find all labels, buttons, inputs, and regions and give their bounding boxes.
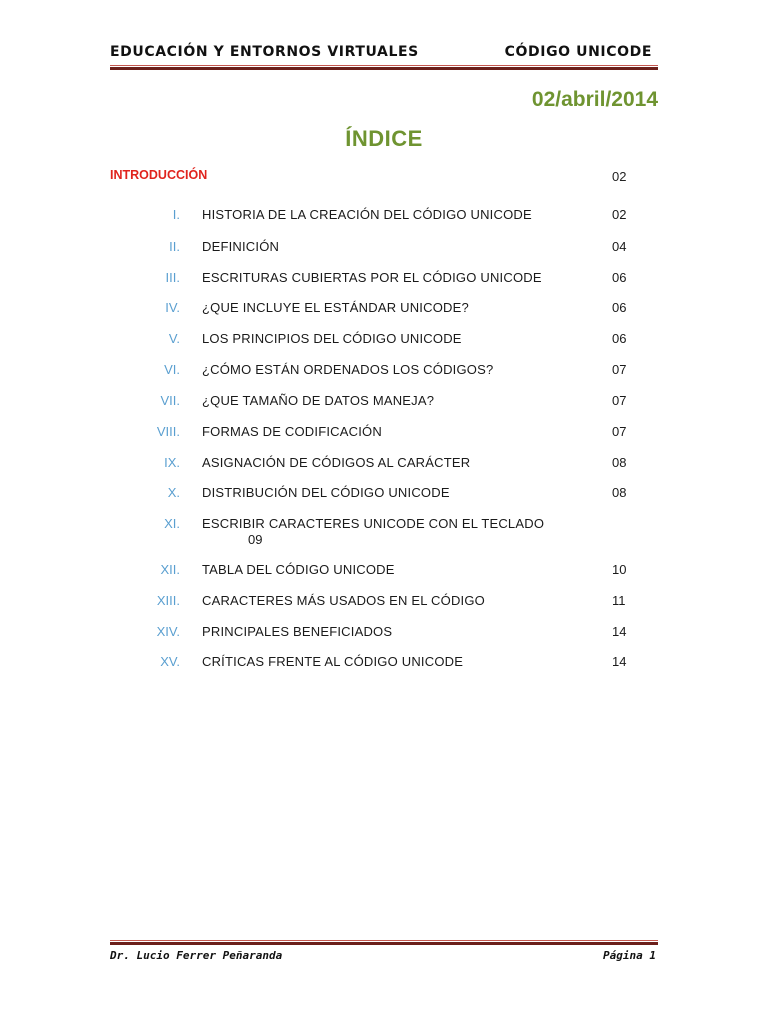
footer-rule [110, 940, 658, 945]
toc-row [0, 331, 768, 351]
toc-row [0, 593, 768, 613]
toc-entry-title: PRINCIPALES BENEFICIADOS [202, 624, 393, 639]
toc-entry-page: 04 [612, 239, 627, 254]
toc-entry-page: 07 [612, 393, 627, 408]
toc-entry-page: 07 [612, 424, 627, 439]
header-right-text: CÓDIGO UNICODE [504, 44, 652, 60]
footer-page-number: Página 1 [603, 949, 656, 962]
toc-entry-page: 06 [612, 331, 627, 346]
toc-numeral: II. [169, 239, 180, 254]
toc-entry-title: CARACTERES MÁS USADOS EN EL CÓDIGO [202, 593, 485, 608]
toc-numeral: XV. [160, 654, 180, 669]
toc-entry-title: DEFINICIÓN [202, 239, 280, 254]
toc-numeral: IX. [164, 455, 180, 470]
toc-entry-title: LOS PRINCIPIOS DEL CÓDIGO UNICODE [202, 331, 462, 346]
toc-entry-title: ASIGNACIÓN DE CÓDIGOS AL CARÁCTER [202, 455, 471, 470]
toc-entry-title: TABLA DEL CÓDIGO UNICODE [202, 562, 395, 577]
toc-intro-label: INTRODUCCIÓN [110, 168, 208, 182]
toc-entry-title: FORMAS DE CODIFICACIÓN [202, 424, 382, 439]
toc-entry-page: 10 [612, 562, 627, 577]
toc-entry-title: ESCRIBIR CARACTERES UNICODE CON EL TECLADO [202, 516, 545, 531]
toc-row [0, 239, 768, 259]
toc-row [0, 393, 768, 413]
toc-row [0, 270, 768, 290]
toc-entry-page: 11 [612, 593, 626, 608]
toc-entry-title: CRÍTICAS FRENTE AL CÓDIGO UNICODE [202, 654, 464, 669]
toc-entry-page: 14 [612, 654, 627, 669]
toc-entry-page: 14 [612, 624, 627, 639]
toc-numeral: XII. [160, 562, 180, 577]
toc-entry-title: DISTRIBUCIÓN DEL CÓDIGO UNICODE [202, 485, 450, 500]
page-footer [110, 949, 658, 967]
toc-numeral: XIV. [156, 624, 180, 639]
toc-row [0, 362, 768, 382]
toc-numeral: I. [172, 207, 180, 222]
toc-entry-page: 08 [612, 485, 627, 500]
toc-entry-title: ESCRITURAS CUBIERTAS POR EL CÓDIGO UNICODE [202, 270, 542, 285]
toc-row [0, 562, 768, 582]
toc-numeral: IV. [165, 300, 180, 315]
toc-numeral: III. [165, 270, 180, 285]
footer-author: Dr. Lucio Ferrer Peñaranda [110, 949, 283, 962]
toc-entry-title: ¿QUE INCLUYE EL ESTÁNDAR UNICODE? [202, 300, 469, 315]
toc-entry-title: ¿QUE TAMAÑO DE DATOS MANEJA? [202, 393, 435, 408]
toc-entry-page: 09 [248, 532, 263, 547]
toc-numeral: VI. [164, 362, 180, 377]
header-left-text: EDUCACIÓN Y ENTORNOS VIRTUALES [110, 44, 419, 60]
page-title: ÍNDICE [345, 126, 423, 151]
toc-entry-title: HISTORIA DE LA CREACIÓN DEL CÓDIGO UNICODE [202, 207, 532, 222]
toc-entry-page: 06 [612, 300, 627, 315]
toc-numeral: XI. [164, 516, 180, 531]
toc-row [0, 300, 768, 320]
document-date: 02/abril/2014 [531, 88, 658, 111]
toc-numeral: X. [167, 485, 180, 500]
toc-row [0, 207, 768, 227]
toc-entry-page: 06 [612, 270, 627, 285]
toc-entry-page: 02 [612, 207, 627, 222]
toc-numeral: VIII. [156, 424, 180, 439]
toc-numeral: XIII. [156, 593, 180, 608]
toc-intro-page: 02 [612, 169, 627, 184]
toc-row [0, 424, 768, 444]
toc-numeral: VII. [160, 393, 180, 408]
toc-numeral: V. [168, 331, 180, 346]
toc-row [0, 624, 768, 644]
toc-row [0, 455, 768, 475]
toc-row [0, 654, 768, 674]
toc-entry-page: 07 [612, 362, 627, 377]
toc-entry-page: 08 [612, 455, 627, 470]
toc-row [0, 516, 768, 547]
toc-entry-title: ¿CÓMO ESTÁN ORDENADOS LOS CÓDIGOS? [202, 362, 494, 377]
toc-row [0, 485, 768, 505]
